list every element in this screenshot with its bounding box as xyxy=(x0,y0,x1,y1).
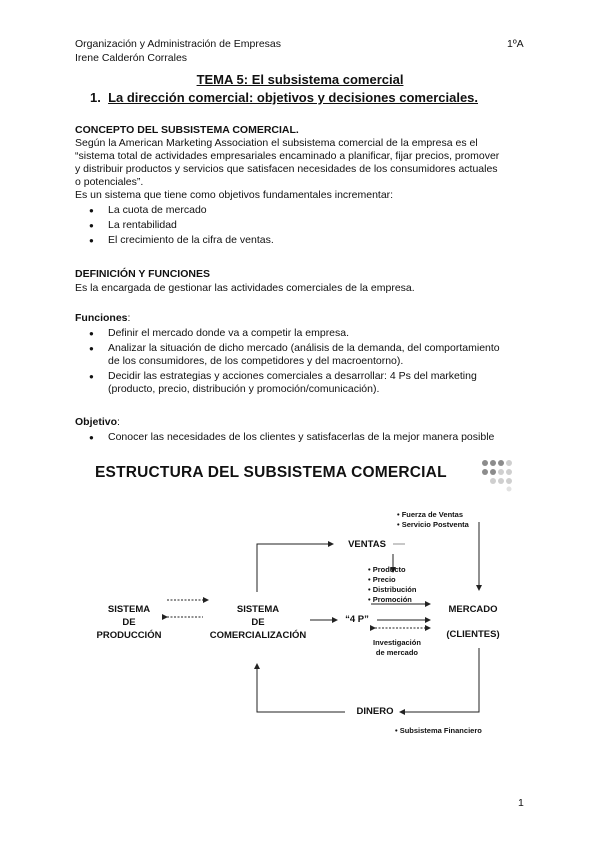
page-title: TEMA 5: El subsistema comercial xyxy=(196,72,404,87)
concepto-line: o potenciales”. xyxy=(75,176,144,188)
concepto-block xyxy=(75,124,535,247)
list-item: ● La cuota de mercado xyxy=(108,204,535,217)
section-number: 1. xyxy=(90,90,101,105)
concepto-intro: Es un sistema que tiene como objetivos fundamentales incrementar: xyxy=(75,189,394,201)
concepto-heading: CONCEPTO DEL SUBSISTEMA COMERCIAL. xyxy=(75,124,299,136)
definicion-block xyxy=(75,268,535,295)
estructura-diagram xyxy=(75,452,535,752)
header-subject: Organización y Administración de Empresas xyxy=(75,38,282,50)
page-number: 1 xyxy=(518,797,524,809)
section-title xyxy=(90,90,478,105)
objetivo-block: Objetivo: ● Conocer las necesidades de los clientes y satisfacerlas de la mejor manera posible xyxy=(75,416,545,444)
list-item: ● Conocer las necesidades de los clientes y satisfacerlas de la mejor manera posible xyxy=(108,431,545,444)
definicion-text: Es la encargada de gestionar las actividades comerciales de la empresa. xyxy=(75,282,415,294)
diagram-arrows xyxy=(75,452,535,752)
ventas-notes: • Fuerza de Ventas • Servicio Postventa xyxy=(397,510,469,529)
diagram-title: ESTRUCTURA DEL SUBSISTEMA COMERCIAL xyxy=(95,464,447,481)
p-items: • Producto • Precio • Distribución • Promoción xyxy=(368,565,417,604)
funciones-heading: Funciones xyxy=(75,312,128,324)
list-item: ● Definir el mercado donde va a competir la empresa. xyxy=(108,327,535,340)
funciones-block: Funciones: ● Definir el mercado donde va a competir la empresa. ● Analizar la situación de dicho mercado (análisis de la demanda, del comportamiento de los consumidores, de los competidores y del macroentorno). ● Decidir las estrategias y acciones comerciales a desarrollar: 4 Ps del marketing (producto, precio, distribución y promoción/comunicación). xyxy=(75,312,535,396)
cuatro-p-label: “4 P” xyxy=(345,614,369,625)
concepto-line: “sistema total de actividades empresariales encaminado a planificar, fijar precios, promover xyxy=(75,150,500,162)
section-title-text: La dirección comercial: objetivos y decisiones comerciales. xyxy=(108,90,479,105)
sistema-produccion-label: SISTEMA DE PRODUCCIÓN xyxy=(96,604,162,641)
header-author: Irene Calderón Corrales xyxy=(75,52,188,64)
list-item: ● Decidir las estrategias y acciones comerciales a desarrollar: 4 Ps del marketing (producto, precio, distribución y promoción/comunicación). xyxy=(108,370,535,396)
dinero-label: DINERO xyxy=(356,706,394,717)
funciones-list xyxy=(108,327,535,396)
objetivo-heading: Objetivo xyxy=(75,416,118,428)
list-item: ● Analizar la situación de dicho mercado (análisis de la demanda, del comportamiento de los consumidores, de los competidores y del macroentorno). xyxy=(108,342,535,368)
ventas-label: VENTAS xyxy=(348,539,386,550)
sistema-comercializacion-label: SISTEMA DE COMERCIALIZACIÓN xyxy=(209,604,307,641)
objetivos-list xyxy=(108,204,535,247)
list-item: ● El crecimiento de la cifra de ventas. xyxy=(108,234,535,247)
concepto-line: Según la American Marketing Association el subsistema comercial de la empresa es el xyxy=(75,137,478,149)
investigacion-label: Investigación de mercado xyxy=(373,638,421,657)
subsistema-financiero-label: • Subsistema Financiero xyxy=(395,726,482,735)
arrow-to-comercializacion-return xyxy=(257,664,345,712)
objetivo-list xyxy=(108,431,545,444)
concepto-line: y distribuir productos y servicios que satisfacen necesidades de los consumidores actuales xyxy=(75,163,498,175)
list-item: ● La rentabilidad xyxy=(108,219,535,232)
mercado-label: MERCADO (CLIENTES) xyxy=(446,604,500,640)
definicion-heading: DEFINICIÓN Y FUNCIONES xyxy=(75,268,210,280)
header-course: 1ºA xyxy=(507,38,524,50)
arrow-to-ventas xyxy=(257,544,333,592)
